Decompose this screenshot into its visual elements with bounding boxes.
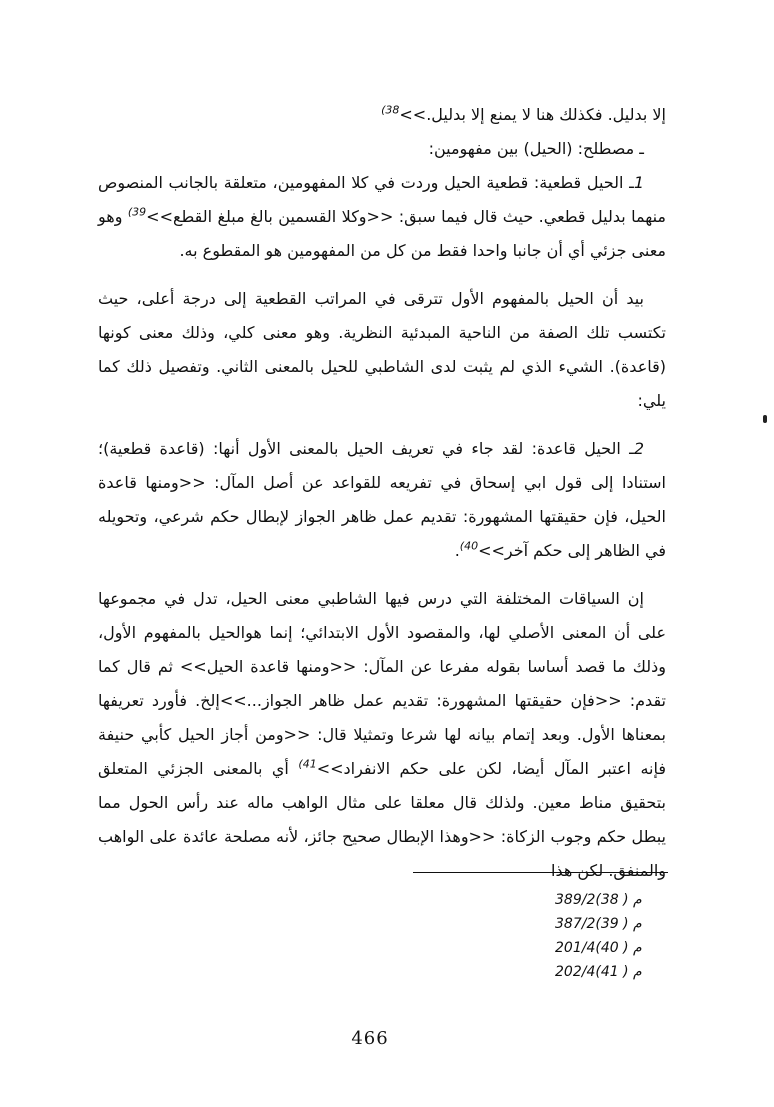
footnote-38: 389/2م ( 38) (555, 892, 642, 908)
footnote-40: 201/4م ( 40) (555, 940, 642, 956)
section-heading: ـ مصطلح: (الحيل) بين مفهومين: (428, 139, 644, 158)
footnotes (555, 888, 675, 984)
paragraph-qa-ida: 2ـ الحيل قاعدة: لقد جاء في تعريف الحيل بالمعنى الأول أنها: (قاعدة قطعية)؛ استنادا إلى قول ابي إسحاق في تفريعه للقواعد عن أصل المآل: <<ومنها قاعدة الحيل، فإن حقيقتها المشهورة: تقديم عمل ظاهر الجواز لإبطال حكم شرعي، وتحويله في الظاهر إلى حكم آخر>>$^{40)}$. (98, 439, 666, 560)
paragraph-continuation: إلا بدليل. فكذلك هنا لا يمنع إلا بدليل.>>$^{38)}$ (381, 103, 666, 124)
footnote-ref-40: 40) (459, 539, 479, 553)
paragraph-siyaqat: إن السياقات المختلفة التي درس فيها الشاطبي معنى الحيل، تدل في مجموعها على أن المعنى الأصلي لها، والمقصود الأول الابتدائي؛ إنما هوالحيل بالمفهوم الأول، وذلك ما قصد أساسا بقوله مفرعا عن المآل: <<ومنها قاعدة الحيل>> ثم قال كما تقدم: <<فإن حقيقتها المشهورة: تقديم عمل ظاهر الجواز...>>إلخ. فأورد تعريفها بمعناها الأول. وبعد إتمام بيانه لها شرعا وتمثيلا قال: <<ومن أجاز الحيل كأبي حنيفة فإنه اعتبر المآل أيضا، لكن على حكم الانفراد>>$^{41)}$ أي بالمعنى الجزئي المتعلق بتحقيق مناط معين. ولذلك قال معلقا على مثال الواهب ماله عند رأس الحول مما يبطل حكم وجوب الزكاة: <<وهذا الإبطال صحيح جائز، لأنه مصلحة عائدة على الواهب والمنفق. لكن هذا (98, 589, 667, 880)
footnote-ref-38: 38) (381, 103, 400, 117)
edge-mark (763, 415, 767, 423)
paragraph-qati-iyya: 1ـ الحيل قطعية: قطعية الحيل وردت في كلا المفهومين، متعلقة بالجانب المنصوص منهما بدليل قطعي. حيث قال فيما سبق: <<وكلا القسمين بالغ مبلغ القطع>>$^{39)}$ وهو معنى جزئي أي أن جانبا واحدا فقط من كل من المفهومين هو المقطوع به. (98, 173, 667, 260)
footnote-ref-41: 41) (298, 757, 317, 771)
footnote-39: 387/2م ( 39) (555, 916, 642, 932)
item-number: 2 (633, 439, 644, 458)
footnote-divider (413, 872, 668, 873)
paragraph-bayda: بيد أن الحيل بالمفهوم الأول تترقى في المراتب القطعية إلى درجة أعلى، حيث تكتسب تلك الصفة من الناحية المبدئية النظرية. وهو معنى كلي، وذلك معنى كونها (قاعدة). الشيء الذي لم يثبت لدى الشاطبي للحيل بالمعنى الثاني. وتفصيل ذلك كما يلي: (98, 289, 666, 410)
page-number: 466 (351, 1028, 389, 1049)
item-number: 1 (633, 173, 644, 192)
footnote-41: 202/4م ( 41) (555, 964, 642, 980)
footnote-ref-39: 39) (127, 205, 147, 219)
body-text (98, 98, 666, 888)
